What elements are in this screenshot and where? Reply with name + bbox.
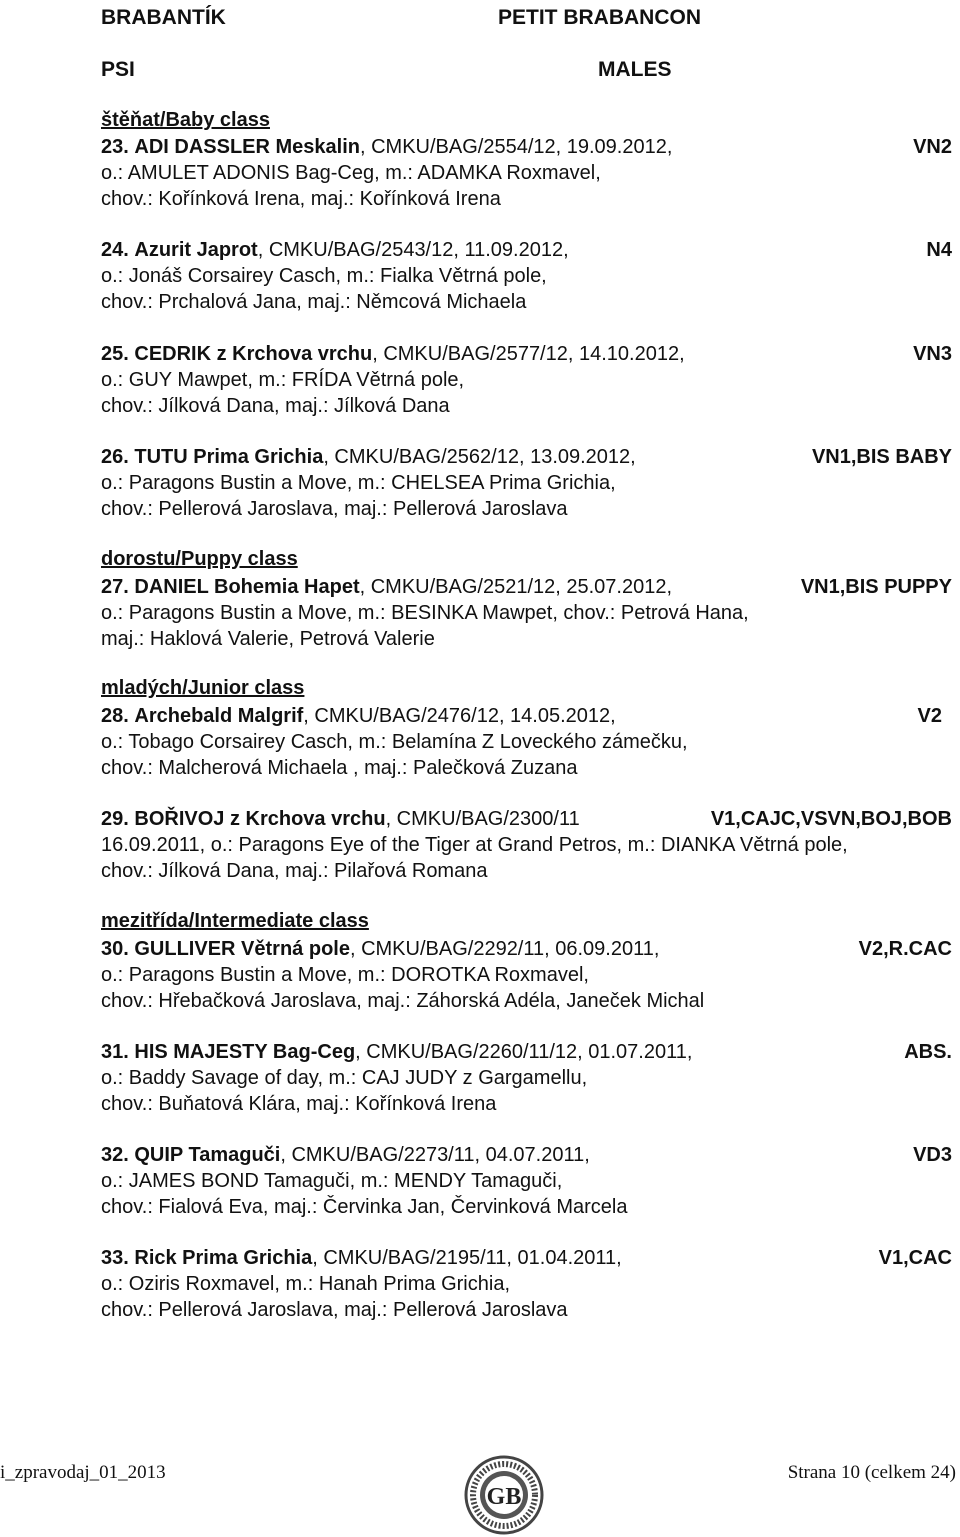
entry-29: 29. BOŘIVOJ z Krchova vrchu, CMKU/BAG/2300/11 V1,CAJC,VSVN,BOJ,BOB 16.09.2011, o.: Paragons Eye of the Tiger at Grand Petros, m.: DIANKA Větrná pole, chov.: Jílková Dana, maj.: Pilařová Romana: [101, 808, 952, 882]
result-badge: V2: [917, 705, 942, 727]
dog-name: Archebald Malgrif: [134, 705, 304, 727]
entry-27: 27. DANIEL Bohemia Hapet, CMKU/BAG/2521/12, 25.07.2012, VN1,BIS PUPPY o.: Paragons Bustin a Move, m.: BESINKA Mawpet, chov.: Petrová Hana, maj.: Haklová Valerie, Petrová Valerie: [101, 576, 952, 650]
footer-publication: i_zpravodaj_01_2013: [0, 1462, 166, 1483]
class-heading-puppy: dorostu/Puppy class: [101, 548, 298, 570]
entry-23: 23. ADI DASSLER Meskalin, CMKU/BAG/2554/12, 19.09.2012, VN2 o.: AMULET ADONIS Bag-Ceg, m.: ADAMKA Roxmavel, chov.: Kořínková Irena, maj.: Kořínková Irena: [101, 136, 952, 210]
result-badge: VN3: [913, 343, 952, 365]
result-badge: VN1,BIS PUPPY: [800, 576, 952, 598]
breed-title-cz: BRABANTÍK: [101, 6, 226, 29]
entry-26: 26. TUTU Prima Grichia, CMKU/BAG/2562/12, 13.09.2012, VN1,BIS BABY o.: Paragons Bustin a Move, m.: CHELSEA Prima Grichia, chov.: Pellerová Jaroslava, maj.: Pellerová Jaroslava: [101, 446, 952, 520]
dog-name: Azurit Japrot: [134, 239, 258, 261]
class-heading-junior: mladých/Junior class: [101, 677, 305, 699]
entry-30: 30. GULLIVER Větrná pole, CMKU/BAG/2292/11, 06.09.2011, V2,R.CAC o.: Paragons Bustin a Move, m.: DOROTKA Roxmavel, chov.: Hřebačková Jaroslava, maj.: Záhorská Adéla, Janeček Michal: [101, 938, 952, 1012]
entry-33: 33. Rick Prima Grichia, CMKU/BAG/2195/11, 01.04.2011, V1,CAC o.: Oziris Roxmavel, m.: Hanah Prima Grichia, chov.: Pellerová Jaroslava, maj.: Pellerová Jaroslava: [101, 1247, 952, 1321]
dog-name: Rick Prima Grichia: [134, 1247, 313, 1269]
entry-28: 28. Archebald Malgrif, CMKU/BAG/2476/12, 14.05.2012, V2 o.: Tobago Corsairey Casch, m.: Belamína Z Loveckého zámečku, chov.: Malcherová Michaela , maj.: Palečková Zuzana: [101, 705, 942, 779]
sex-title-en: MALES: [598, 58, 672, 81]
breed-title-fr: PETIT BRABANCON: [498, 6, 701, 29]
sex-title-cz: PSI: [101, 58, 135, 81]
club-logo-icon: [463, 1450, 545, 1537]
result-badge: VN2: [913, 136, 952, 158]
dog-name: BOŘIVOJ z Krchova vrchu: [134, 808, 386, 830]
entry-25: 25. CEDRIK z Krchova vrchu, CMKU/BAG/2577/12, 14.10.2012, VN3 o.: GUY Mawpet, m.: FRÍDA Větrná pole, chov.: Jílková Dana, maj.: Jílková Dana: [101, 343, 952, 417]
result-badge: VN1,BIS BABY: [811, 446, 952, 468]
footer-page-number: Strana 10 (celkem 24): [787, 1462, 956, 1483]
class-heading-baby: štěňat/Baby class: [101, 109, 270, 131]
dog-name: ADI DASSLER Meskalin: [134, 136, 360, 158]
result-badge: V2,R.CAC: [858, 938, 952, 960]
entry-31: 31. HIS MAJESTY Bag-Ceg, CMKU/BAG/2260/11/12, 01.07.2011, ABS. o.: Baddy Savage of day, m.: CAJ JUDY z Gargamellu, chov.: Buňatová Klára, maj.: Kořínková Irena: [101, 1041, 952, 1115]
result-badge: V1,CAJC,VSVN,BOJ,BOB: [710, 808, 952, 830]
entry-24: 24. Azurit Japrot, CMKU/BAG/2543/12, 11.09.2012, N4 o.: Jonáš Corsairey Casch, m.: Fialka Větrná pole, chov.: Prchalová Jana, maj.: Němcová Michaela: [101, 239, 952, 313]
dog-name: QUIP Tamaguči: [134, 1144, 281, 1166]
result-badge: V1,CAC: [878, 1247, 952, 1269]
entry-32: 32. QUIP Tamaguči, CMKU/BAG/2273/11, 04.07.2011, VD3 o.: JAMES BOND Tamaguči, m.: MENDY Tamaguči, chov.: Fialová Eva, maj.: Červinka Jan, Červinková Marcela: [101, 1144, 952, 1218]
logo-monogram: GB: [486, 1484, 522, 1510]
class-heading-intermediate: mezitřída/Intermediate class: [101, 910, 369, 932]
dog-name: HIS MAJESTY Bag-Ceg: [134, 1041, 356, 1063]
dog-name: GULLIVER Větrná pole: [134, 938, 350, 960]
result-badge: VD3: [913, 1144, 952, 1166]
result-badge: ABS.: [904, 1041, 952, 1063]
dog-name: TUTU Prima Grichia: [134, 446, 324, 468]
dog-name: CEDRIK z Krchova vrchu: [134, 343, 373, 365]
dog-name: DANIEL Bohemia Hapet: [134, 576, 360, 598]
result-badge: N4: [926, 239, 952, 261]
